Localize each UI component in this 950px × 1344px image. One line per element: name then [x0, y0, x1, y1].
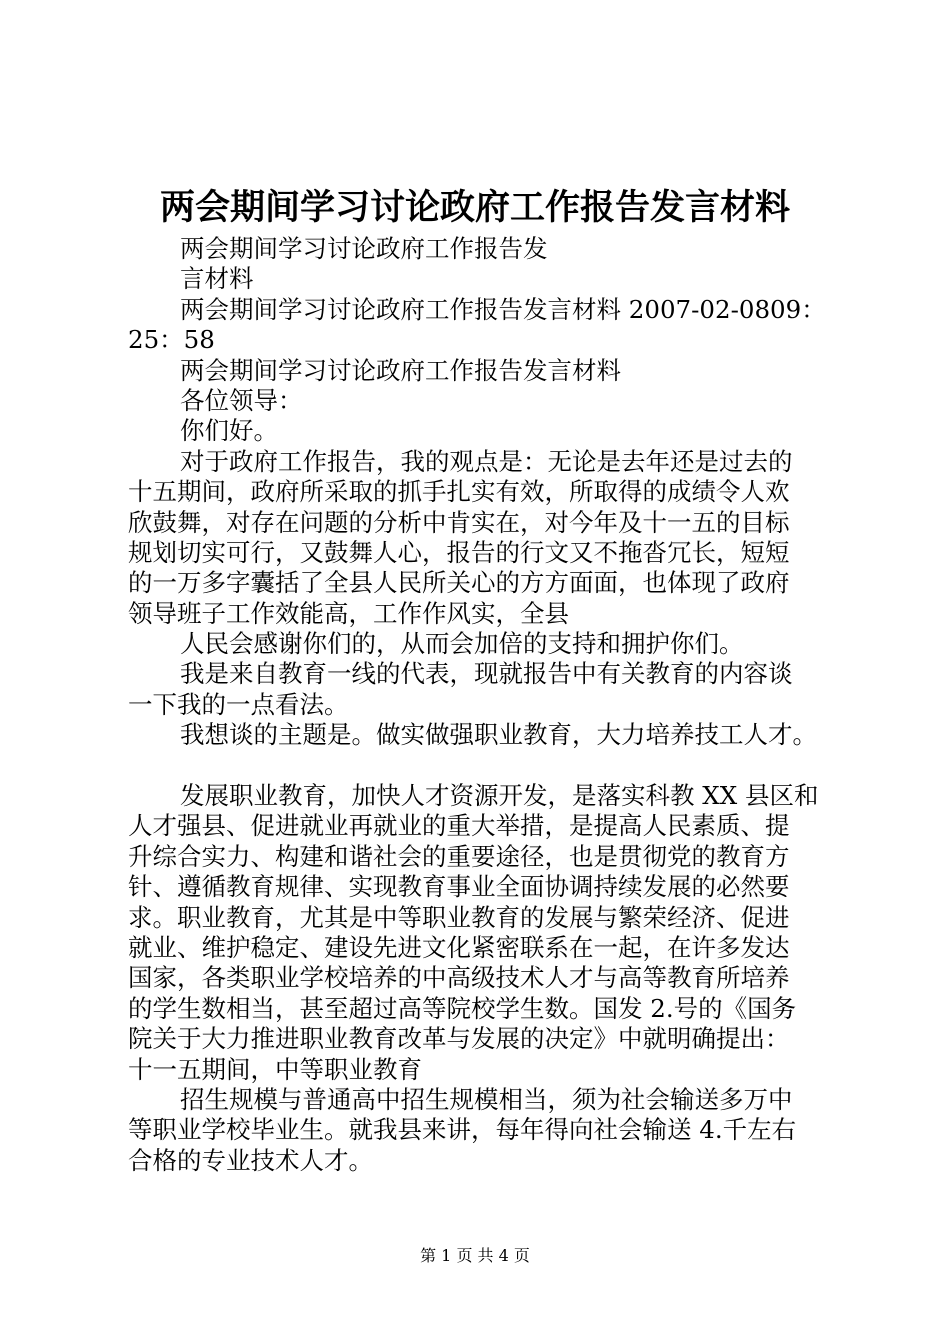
text-line: 两会期间学习讨论政府工作报告发言材料 — [180, 355, 621, 385]
text-line: 等职业学校毕业生。就我县来讲，每年得向社会输送 4.千左右 — [128, 1115, 797, 1145]
text-line: 十五期间，政府所采取的抓手扎实有效，所取得的成绩令人欢 — [128, 477, 790, 507]
text-line: 对于政府工作报告，我的观点是：无论是去年还是过去的 — [180, 446, 793, 476]
text-line: 求。职业教育，尤其是中等职业教育的发展与繁荣经济、促进 — [128, 902, 790, 932]
text-line: 两会期间学习讨论政府工作报告发言材料 2007-02-0809： — [180, 294, 826, 324]
text-line: 你们好。 — [180, 416, 278, 446]
text-line: 的学生数相当，甚至超过高等院校学生数。国发 2.号的《国务 — [128, 993, 797, 1023]
text-line: 两会期间学习讨论政府工作报告发 — [180, 234, 548, 263]
text-line: 一下我的一点看法。 — [128, 689, 349, 719]
text-line: 招生规模与普通高中招生规模相当，须为社会输送多万中 — [180, 1084, 793, 1114]
text-line: 欣鼓舞，对存在问题的分析中肯实在，对今年及十一五的目标 — [128, 507, 790, 537]
paragraph-gap — [128, 751, 838, 781]
text-line: 国家，各类职业学校培养的中高级技术人才与高等教育所培养 — [128, 963, 790, 993]
document-body — [128, 234, 838, 1176]
text-line: 人民会感谢你们的，从而会加倍的支持和拥护你们。 — [180, 629, 744, 659]
text-line: 规划切实可行，又鼓舞人心，报告的行文又不拖沓冗长，短短 — [128, 537, 790, 567]
text-line: 针、遵循教育规律、实现教育事业全面协调持续发展的必然要 — [128, 872, 790, 902]
text-line: 十一五期间，中等职业教育 — [128, 1054, 422, 1084]
text-line: 的一万多字囊括了全县人民所关心的方方面面，也体现了政府 — [128, 568, 790, 598]
page-footer: 第 1 页 共 4 页 — [420, 1246, 530, 1265]
text-line: 人才强县、促进就业再就业的重大举措，是提高人民素质、提 — [128, 811, 790, 841]
text-line: 升综合实力、构建和谐社会的重要途径，也是贯彻党的教育方 — [128, 841, 790, 871]
text-line: 25：58 — [128, 325, 215, 355]
text-line: 我是来自教育一线的代表，现就报告中有关教育的内容谈 — [180, 659, 793, 689]
text-line: 领导班子工作效能高，工作作风实，全县 — [128, 598, 569, 628]
text-line: 合格的专业技术人才。 — [128, 1145, 373, 1175]
document-title: 两会期间学习讨论政府工作报告发言材料 — [159, 187, 790, 228]
text-line: 发展职业教育，加快人才资源开发，是落实科教 XX 县区和 — [180, 781, 819, 811]
text-line: 院关于大力推进职业教育改革与发展的决定》中就明确提出： — [128, 1024, 790, 1054]
text-line: 各位领导： — [180, 385, 303, 415]
text-line: 言材料 — [180, 264, 254, 294]
text-line: 我想谈的主题是。做实做强职业教育，大力培养技工人才。 — [180, 720, 817, 750]
text-line: 就业、维护稳定、建设先进文化紧密联系在一起，在许多发达 — [128, 932, 790, 962]
